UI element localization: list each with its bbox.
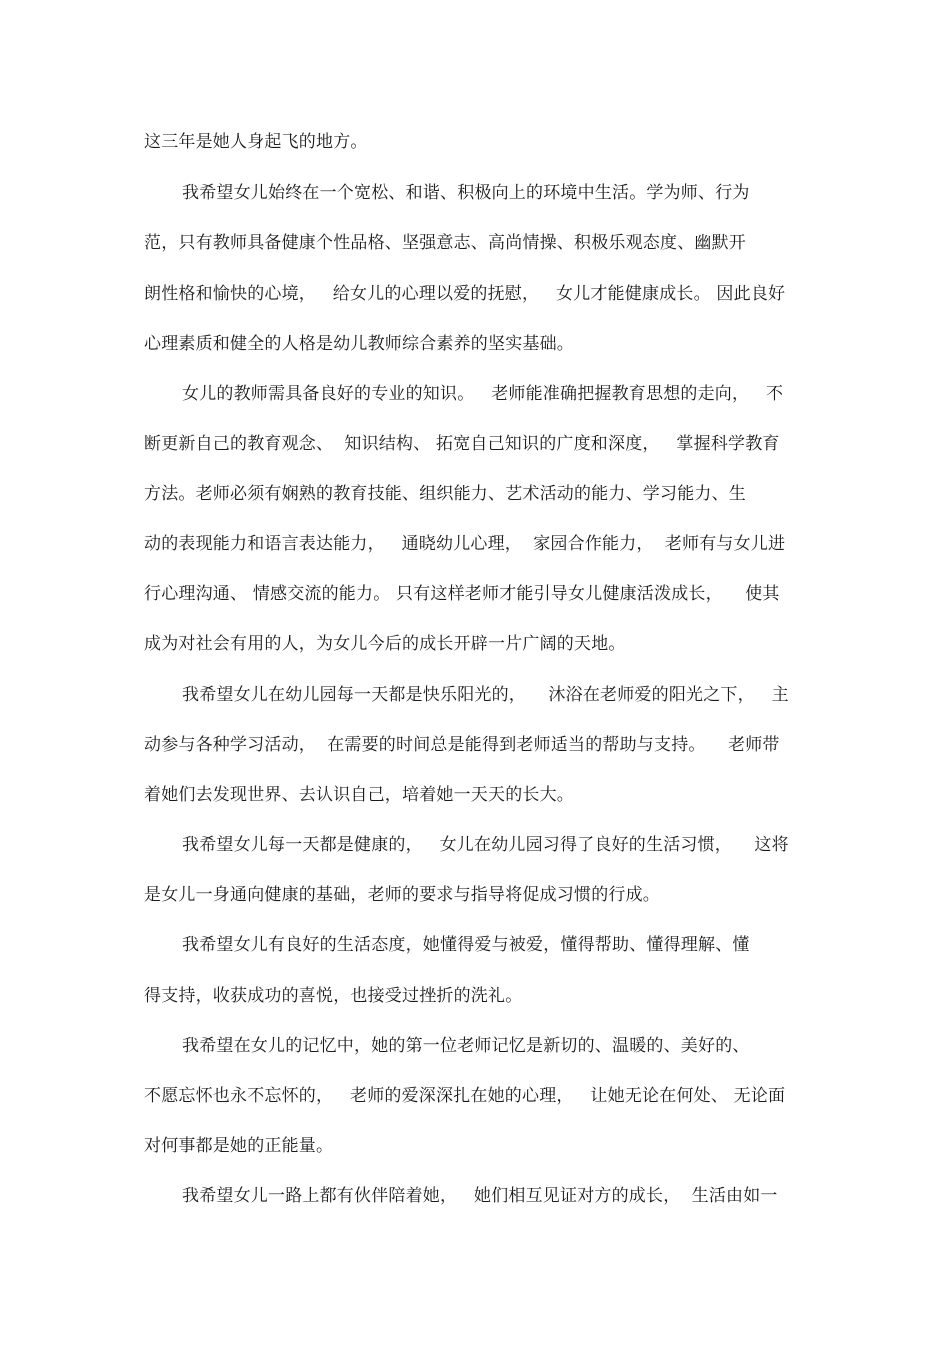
text-line: 范，只有教师具备健康个性品格、坚强意志、高尚情操、积极乐观态度、幽默开	[144, 233, 746, 253]
text-line: 动参与各种学习活动， 在需要的时间总是能得到老师适当的帮助与支持。 老师带	[144, 735, 780, 755]
text-line: 着她们去发现世界、去认识自己，培着她一天天的长大。	[144, 785, 574, 805]
text-line: 行心理沟通、 情感交流的能力。 只有这样老师才能引导女儿健康活泼成长， 使其	[144, 584, 780, 604]
paragraph-start-line: 女儿的教师需具备良好的专业的知识。 老师能准确把握教育思想的走向， 不	[182, 384, 784, 404]
text-line: 是女儿一身通向健康的基础，老师的要求与指导将促成习惯的行成。	[144, 885, 660, 905]
text-line: 朗性格和愉快的心境， 给女儿的心理以爱的抚慰， 女儿才能健康成长。 因此良好	[144, 284, 786, 304]
paragraph-start-line: 我希望女儿一路上都有伙伴陪着她， 她们相互见证对方的成长， 生活由如一	[182, 1186, 778, 1206]
paragraph-start-line: 我希望女儿每一天都是健康的， 女儿在幼儿园习得了良好的生活习惯， 这将	[182, 835, 789, 855]
text-line: 这三年是她人身起飞的地方。	[144, 132, 368, 152]
text-line: 心理素质和健全的人格是幼儿教师综合素养的坚实基础。	[144, 334, 574, 354]
paragraph-start-line: 我希望在女儿的记忆中，她的第一位老师记忆是新切的、温暖的、美好的、	[182, 1036, 750, 1056]
text-line: 对何事都是她的正能量。	[144, 1136, 334, 1156]
text-line: 断更新自己的教育观念、 知识结构、 拓宽自己知识的广度和深度， 掌握科学教育	[144, 434, 780, 454]
text-line: 得支持，收获成功的喜悦，也接受过挫折的洗礼。	[144, 986, 523, 1006]
paragraph-start-line: 我希望女儿在幼儿园每一天都是快乐阳光的， 沐浴在老师爱的阳光之下， 主	[182, 685, 789, 705]
text-line: 不愿忘怀也永不忘怀的， 老师的爱深深扎在她的心理， 让她无论在何处、 无论面	[144, 1086, 786, 1106]
paragraph-start-line: 我希望女儿有良好的生活态度，她懂得爱与被爱，懂得帮助、懂得理解、懂	[182, 935, 750, 955]
text-line: 成为对社会有用的人，为女儿今后的成长开辟一片广阔的天地。	[144, 634, 626, 654]
text-line: 方法。老师必须有娴熟的教育技能、组织能力、艺术活动的能力、学习能力、生	[144, 484, 746, 504]
text-line: 动的表现能力和语言表达能力， 通晓幼儿心理， 家园合作能力， 老师有与女儿进	[144, 534, 786, 554]
paragraph-start-line: 我希望女儿始终在一个宽松、和谐、积极向上的环境中生活。学为师、行为	[182, 183, 750, 203]
